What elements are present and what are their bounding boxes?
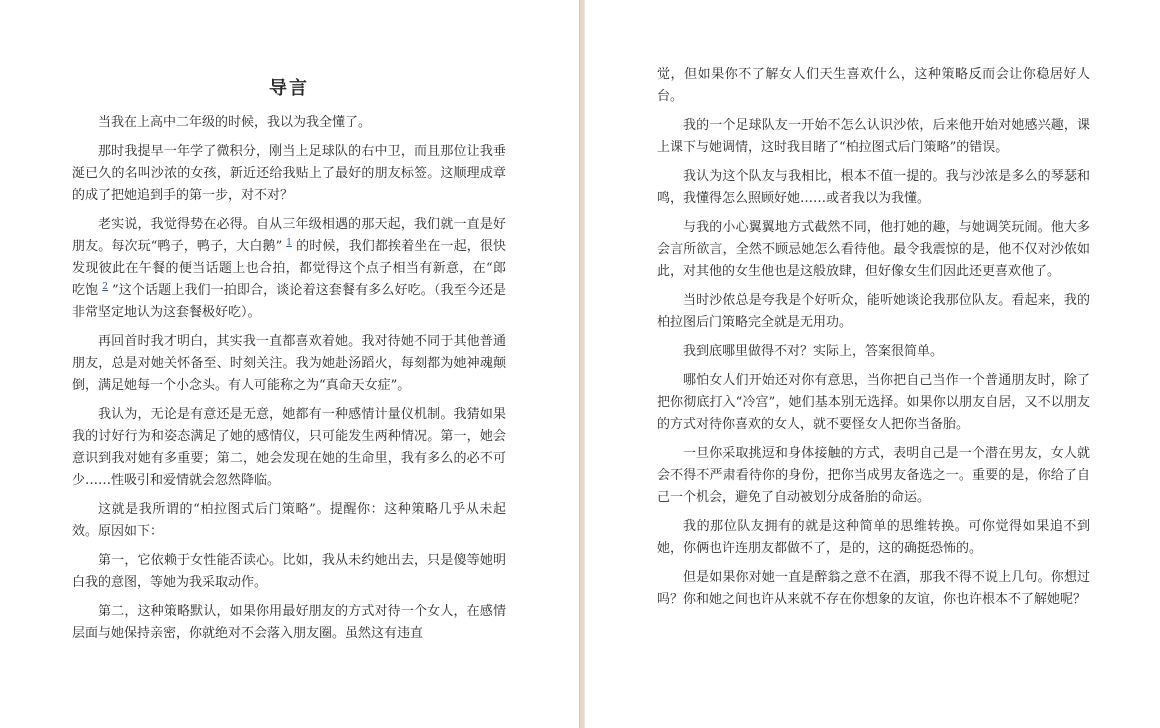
paragraph: 我认为，无论是有意还是无意，她都有一种感情计量仪机制。我猜如果我的讨好行为和姿态满足了她的感情仪，只可能发生两种情况。第一，她会意识到我对她有多重要；第二，她会发现在她的生命里，我有多么的必不可少……性吸引和爱情就会忽然降临。 xyxy=(72,407,506,488)
paragraph: 第二，这种策略默认，如果你用最好朋友的方式对待一个女人，在感情层面与她保持亲密，你就绝对不会落入朋友圈。虽然这有违直 xyxy=(72,604,506,641)
right-page xyxy=(585,0,1160,728)
paragraph: 我的那位队友拥有的就是这种简单的思维转换。可你觉得如果追不到她，你俩也许连朋友都做不了，是的，这的确挺恐怖的。 xyxy=(657,519,1090,556)
paragraph-continued: 觉，但如果你不了解女人们天生喜欢什么，这种策略反而会让你稳居好人台。 xyxy=(657,67,1090,104)
paragraph: 再回首时我才明白，其实我一直都喜欢着她。我对待她不同于其他普通朋友，总是对她关怀备至、时刻关注。我为她赴汤蹈火，每刻都为她神魂颠倒，满足她每一个小念头。有人可能称之为“真命天女症”。 xyxy=(72,334,506,393)
paragraph: 一旦你采取挑逗和身体接触的方式，表明自己是一个潜在男友，女人就会不得不严肃看待你的身份，把你当成男友备选之一。重要的是，你给了自己一个机会，避免了自动被划分成备胎的命运。 xyxy=(657,446,1090,505)
paragraph: 当时沙侬总是夸我是个好听众，能听她谈论我那位队友。看起来，我的柏拉图后门策略完全就是无用功。 xyxy=(657,293,1090,330)
paragraph-text: 的时候，我们都挨着坐在一起，很快发现彼此在午餐的便当话题上也合拍，都觉得这个点子相当有新意，在“郎吃饱 xyxy=(72,239,506,298)
paragraph: 我认为这个队友与我相比，根本不值一提的。我与沙浓是多么的琴瑟和鸣，我懂得怎么照顾好她……或者我以为我懂。 xyxy=(657,169,1090,206)
paragraph: 我的一个足球队友一开始不怎么认识沙侬，后来他开始对她感兴趣，课上课下与她调情，这时我目睹了“柏拉图式后门策略”的错误。 xyxy=(657,118,1090,155)
paragraph-with-footnotes xyxy=(72,214,506,324)
paragraph: 那时我提早一年学了微积分，刚当上足球队的右中卫，而且那位让我垂涎已久的名叫沙浓的女孩，新近还给我贴上了最好的朋友标签。这顺理成章的成了把她追到手的第一步，对不对？ xyxy=(72,144,506,203)
left-page xyxy=(0,0,579,728)
paragraph: 但是如果你对她一直是醉翁之意不在酒，那我不得不说上几句。你想过吗？你和她之间也许从来就不存在你想象的友谊，你也许根本不了解她呢？ xyxy=(657,570,1090,607)
footnote-link-2[interactable]: 2 xyxy=(102,281,108,292)
paragraph: 我到底哪里做得不对？实际上，答案很简单。 xyxy=(683,344,944,359)
paragraph: 哪怕女人们开始还对你有意思，当你把自己当作一个普通朋友时，除了把你彻底打入“冷宫”，她们基本别无选择。如果你以朋友自居，又不以朋友的方式对待你喜欢的女人，就不要怪女人把你当备胎。 xyxy=(657,373,1090,432)
paragraph-text: ”这个话题上我们一拍即合，谈论着这套餐有多么好吃。（我至今还是非常坚定地认为这套餐极好吃）。 xyxy=(72,283,506,320)
chapter-title: 导言 xyxy=(269,78,309,99)
paragraph: 当我在上高中二年级的时候，我以为我全懂了。 xyxy=(98,115,372,130)
paragraph-text: 老实说，我觉得势在必得。自从三年级相遇的那天起，我们就一直是好朋友。每次玩“鸭子，鸭子，大白鹅” xyxy=(72,217,506,254)
paragraph: 与我的小心翼翼地方式截然不同，他打她的趣，与她调笑玩闹。他大多会言所欲言，全然不顾忌她怎么看待他。最令我震惊的是，他不仅对沙侬如此，对其他的女生他也是这般放肆，但好像女生们因此还更喜欢他了。 xyxy=(657,220,1090,279)
footnote-link-1[interactable]: 1 xyxy=(286,237,293,248)
paragraph: 这就是我所谓的“柏拉图式后门策略”。提醒你：这种策略几乎从未起效。原因如下： xyxy=(72,502,506,539)
paragraph: 第一，它依赖于女性能否读心。比如，我从未约她出去，只是傻等她明白我的意图，等她为我采取动作。 xyxy=(72,553,506,590)
